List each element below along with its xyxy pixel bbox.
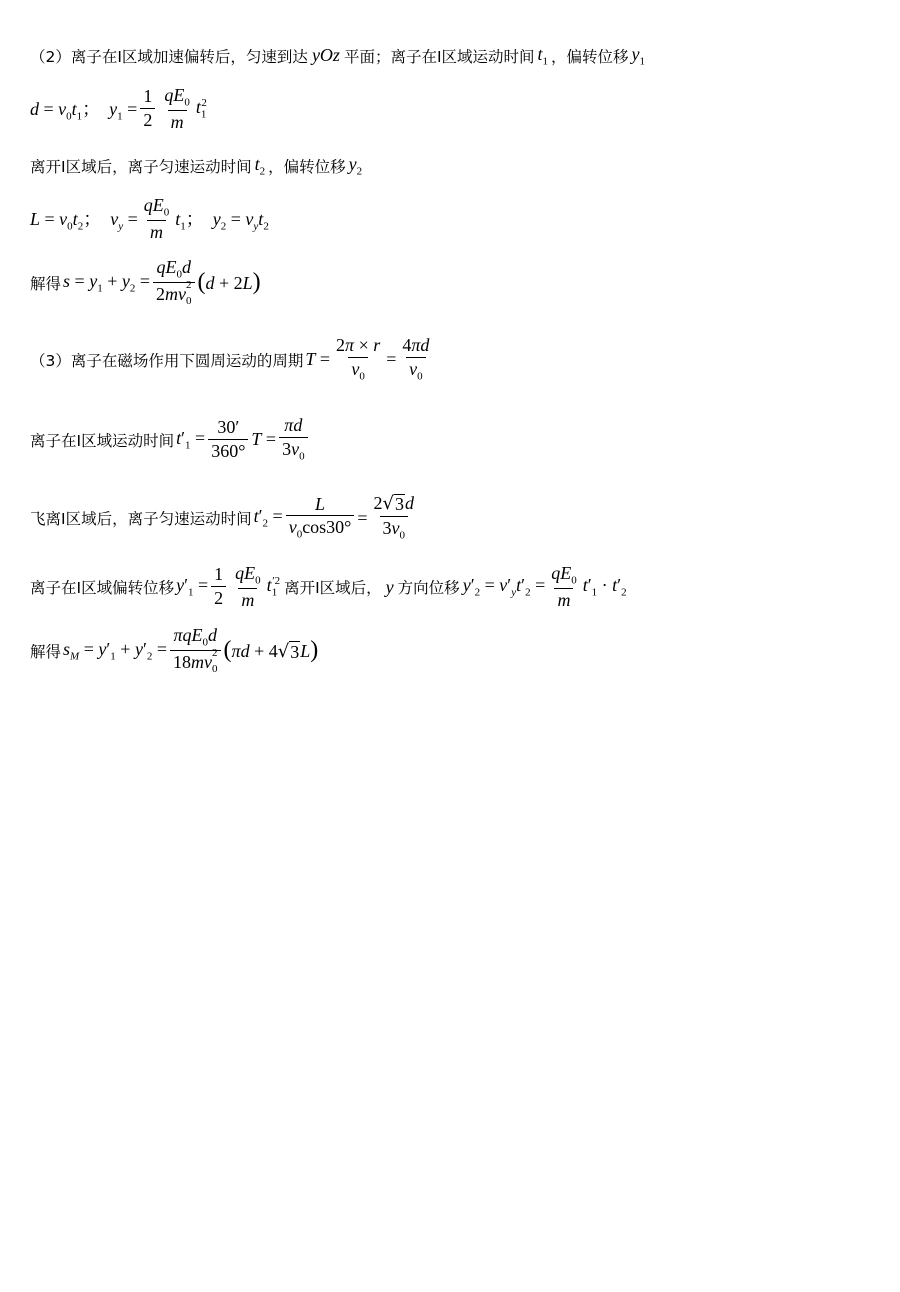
frac-2pir-v0: $\frac{2\pi \times r}{v_0}$ [336, 335, 381, 383]
part2-intro-a: （2）离子在Ⅰ区域加速偏转后，匀速到达 [30, 47, 308, 66]
frac-2sqrt3d-3v0: 2 √ 3 d $3v_0$ [373, 493, 415, 542]
frac-pid-3v0: $\frac{\pi d}{3v_0}$ [279, 416, 308, 463]
deflect-b: 离开Ⅰ区域后， [284, 579, 382, 598]
var-y2: $y_2$ [348, 154, 363, 178]
result-s-line: 解得 $s = y_1 + y_2$ = $qE_0d$ 2mv $_{2 0}$ (d + 2L) [30, 257, 261, 308]
frac-L-v0cos30: $\frac{L}{v_0\cos 30^\circ}$ [286, 495, 355, 542]
time-in-region-label: 离子在Ⅰ区域运动时间 [30, 431, 175, 450]
solve-label-2: 解得 [30, 274, 62, 293]
fly-out-label: 飞离Ⅰ区域后，离子匀速运动时间 [30, 510, 252, 529]
part2-intro-b: 平面；离子在Ⅰ区域运动时间 [343, 47, 535, 66]
frac-half: $\frac{1}{2}$ [140, 87, 155, 130]
time-in-region-line: 离子在Ⅰ区域运动时间 $t'_1$ = $\frac{30'}{360^\circ}$ T = $\frac{\pi d}{3v_0}$ [30, 416, 311, 463]
fly-out-line: 飞离Ⅰ区域后，离子匀速运动时间 $t'_2$ = $\frac{L}{v_0\cos 30^\circ}$ = 2 √ 3 d $3v_0$ [30, 494, 420, 542]
frac-4pid-v0: $\frac{4\pi d}{v_0}$ [402, 335, 430, 383]
frac-result-s: $qE_0d$ 2mv $_{2 0}$ [153, 258, 195, 308]
deflect-line: 离子在Ⅰ区域偏转位移 $y'_1$ = $\frac{1}{2}$ $\frac{qE_0}{m}$ $t_1^{'2}$ 离开Ⅰ区域后， y 方向位移 $y'_2 = v'_yt'_2$ = $\frac{qE_0}{m}$ $t'_1 \cdot t'_2$ [30, 563, 627, 610]
part2-intro-c: ，偏转位移 [551, 47, 629, 66]
var-y1: $y_1$ [631, 44, 646, 68]
result-sM-line: 解得 $s_M = y'_1 + y'_2$ = πqE$_0$d 18mv $_{2 0}$ (πd + 4 √ 3 L) [30, 625, 319, 676]
part2-intro-line [30, 44, 645, 68]
equation-L-vy-y2: $L = v_0t_2$； $v_y$ = $\frac{qE_0}{m}$ $t_1$； $y_2 = v_yt_2$ [30, 195, 269, 242]
part3-intro: （3）离子在磁场作用下圆周运动的周期 [30, 351, 304, 370]
after-leave-a: 离开Ⅰ区域后，离子匀速运动时间 [30, 157, 252, 176]
frac-qE0-m-2: $\frac{qE_0}{m}$ [143, 195, 170, 242]
var-t2: $t_2$ [254, 154, 266, 178]
solve-label-3: 解得 [30, 642, 62, 661]
after-leave-b: ，偏转位移 [268, 157, 346, 176]
frac-30-360: $\frac{30'}{360^\circ}$ [208, 418, 248, 461]
after-leave-line [30, 154, 362, 178]
frac-result-sM: πqE$_0$d 18mv $_{2 0}$ [170, 626, 221, 676]
plane-label: yOz [311, 45, 340, 66]
eq-d: $d = v_0t_1$； $y_1$ = [30, 99, 138, 123]
frac-qE0-m: $\frac{qE_0}{m}$ [164, 85, 190, 132]
deflect-a: 离子在Ⅰ区域偏转位移 [30, 579, 175, 598]
deflect-c: 方向位移 [397, 579, 460, 598]
var-t1: $t_1$ [537, 44, 549, 68]
period-line: （3）离子在磁场作用下圆周运动的周期 T = $\frac{2\pi \times r}{v_0}$ = $\frac{4\pi d}{v_0}$ [30, 336, 435, 383]
equation-d-y1: $d = v_0t_1$； $y_1$ = $\frac{1}{2}$ $\frac{qE_0}{m}$ $t_1^2$ [30, 85, 207, 132]
